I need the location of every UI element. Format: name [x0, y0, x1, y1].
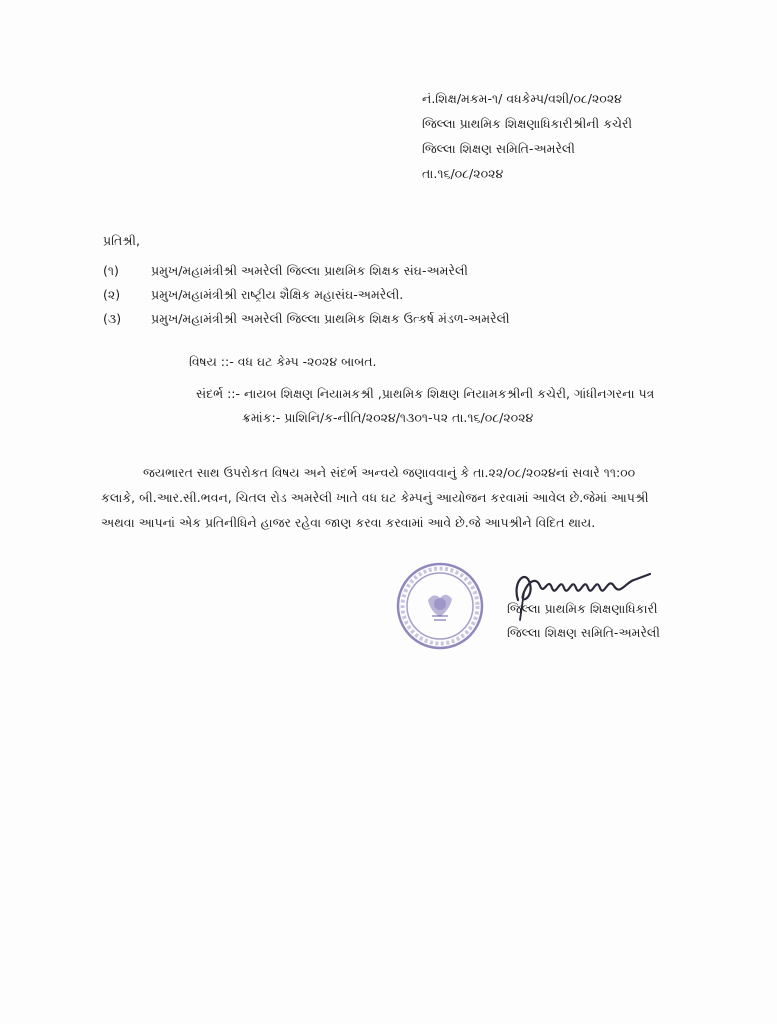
- signatory-title: જિલ્લા પ્રાથમિક શિક્ષણાધિકારી: [507, 601, 658, 616]
- committee-name: જિલ્લા શિક્ષણ સમિતિ-અમરેલી: [422, 141, 575, 156]
- office-name: જિલ્લા પ્રાથમિક શિક્ષણાધિકારીશ્રીની કચેરી: [422, 116, 633, 131]
- recipient-item: [103, 283, 510, 307]
- recipient-list: [103, 259, 510, 331]
- official-stamp: [394, 560, 486, 652]
- signatory-block: [507, 597, 660, 645]
- recipient-item: [103, 307, 510, 331]
- recipient-text: પ્રમુખ/મહામંત્રીશ્રી અમરેલી જિલ્લા પ્રાથમિક શિક્ષક ઉત્કર્ષ મંડળ-અમરેલી: [151, 311, 510, 326]
- reference-number: નં.શિક્ષ/મકમ-૧/ વધકેમ્પ/વશી/૦૮/૨૦૨૪: [422, 91, 622, 106]
- body-line: કલાકે, બી.આર.સી.ભવન, ચિતલ રોડ અમરેલી ખાતે વધ ઘટ કેમ્પનું આયોજન કરવામાં આવેલ છે.જેમાં આપશ્રી: [101, 490, 649, 505]
- recipient-text: પ્રમુખ/મહામંત્રીશ્રી અમરેલી જિલ્લા પ્રાથમિક શિક્ષક સંઘ-અમરેલી: [151, 263, 468, 278]
- salutation: પ્રતિશ્રી,: [103, 233, 140, 248]
- signatory-org: જિલ્લા શિક્ષણ સમિતિ-અમરેલી: [507, 625, 660, 640]
- reference-line-2: ક્રમાંક:- પ્રાશિનિ/ક-નીતિ/૨૦૨૪/૧૩૦૧-૫૨ તા.૧૬/૦૮/૨૦૨૪: [242, 410, 534, 425]
- body-line: જયભારત સાથ ઉપરોકત વિષય અને સંદર્ભ અન્વયે જણાવવાનું કે તા.૨૨/૦૮/૨૦૨૪નાં સવારે ૧૧:૦૦: [143, 465, 636, 480]
- recipient-number: (૨): [103, 287, 121, 302]
- subject-line: વિષય ::- વધ ઘટ કેમ્પ -૨૦૨૪ બાબત.: [189, 354, 377, 369]
- recipient-item: [103, 259, 510, 283]
- recipient-number: (૧): [103, 263, 119, 278]
- reference-block: [196, 382, 654, 430]
- body-line: અથવા આપનાં એક પ્રતિનીધિને હાજર રહેવા જાણ કરવા કરવામાં આવે છે.જે આપશ્રીને વિદિત થાય.: [101, 515, 596, 530]
- letter-body: [101, 460, 741, 535]
- letter-header: [422, 86, 632, 186]
- recipient-text: પ્રમુખ/મહામંત્રીશ્રી રાષ્ટ્રીય શૈક્ષિક મહાસંઘ-અમરેલી.: [151, 287, 404, 302]
- recipient-number: (૩): [103, 311, 122, 326]
- reference-line-1: સંદર્ભ ::- નાયબ શિક્ષણ નિયામકશ્રી ,પ્રાથમિક શિક્ષણ નિયામકશ્રીની કચેરી, ગાંધીનગરના પત્ર: [196, 386, 655, 401]
- letter-date: તા.૧૬/૦૮/૨૦૨૪: [422, 166, 504, 181]
